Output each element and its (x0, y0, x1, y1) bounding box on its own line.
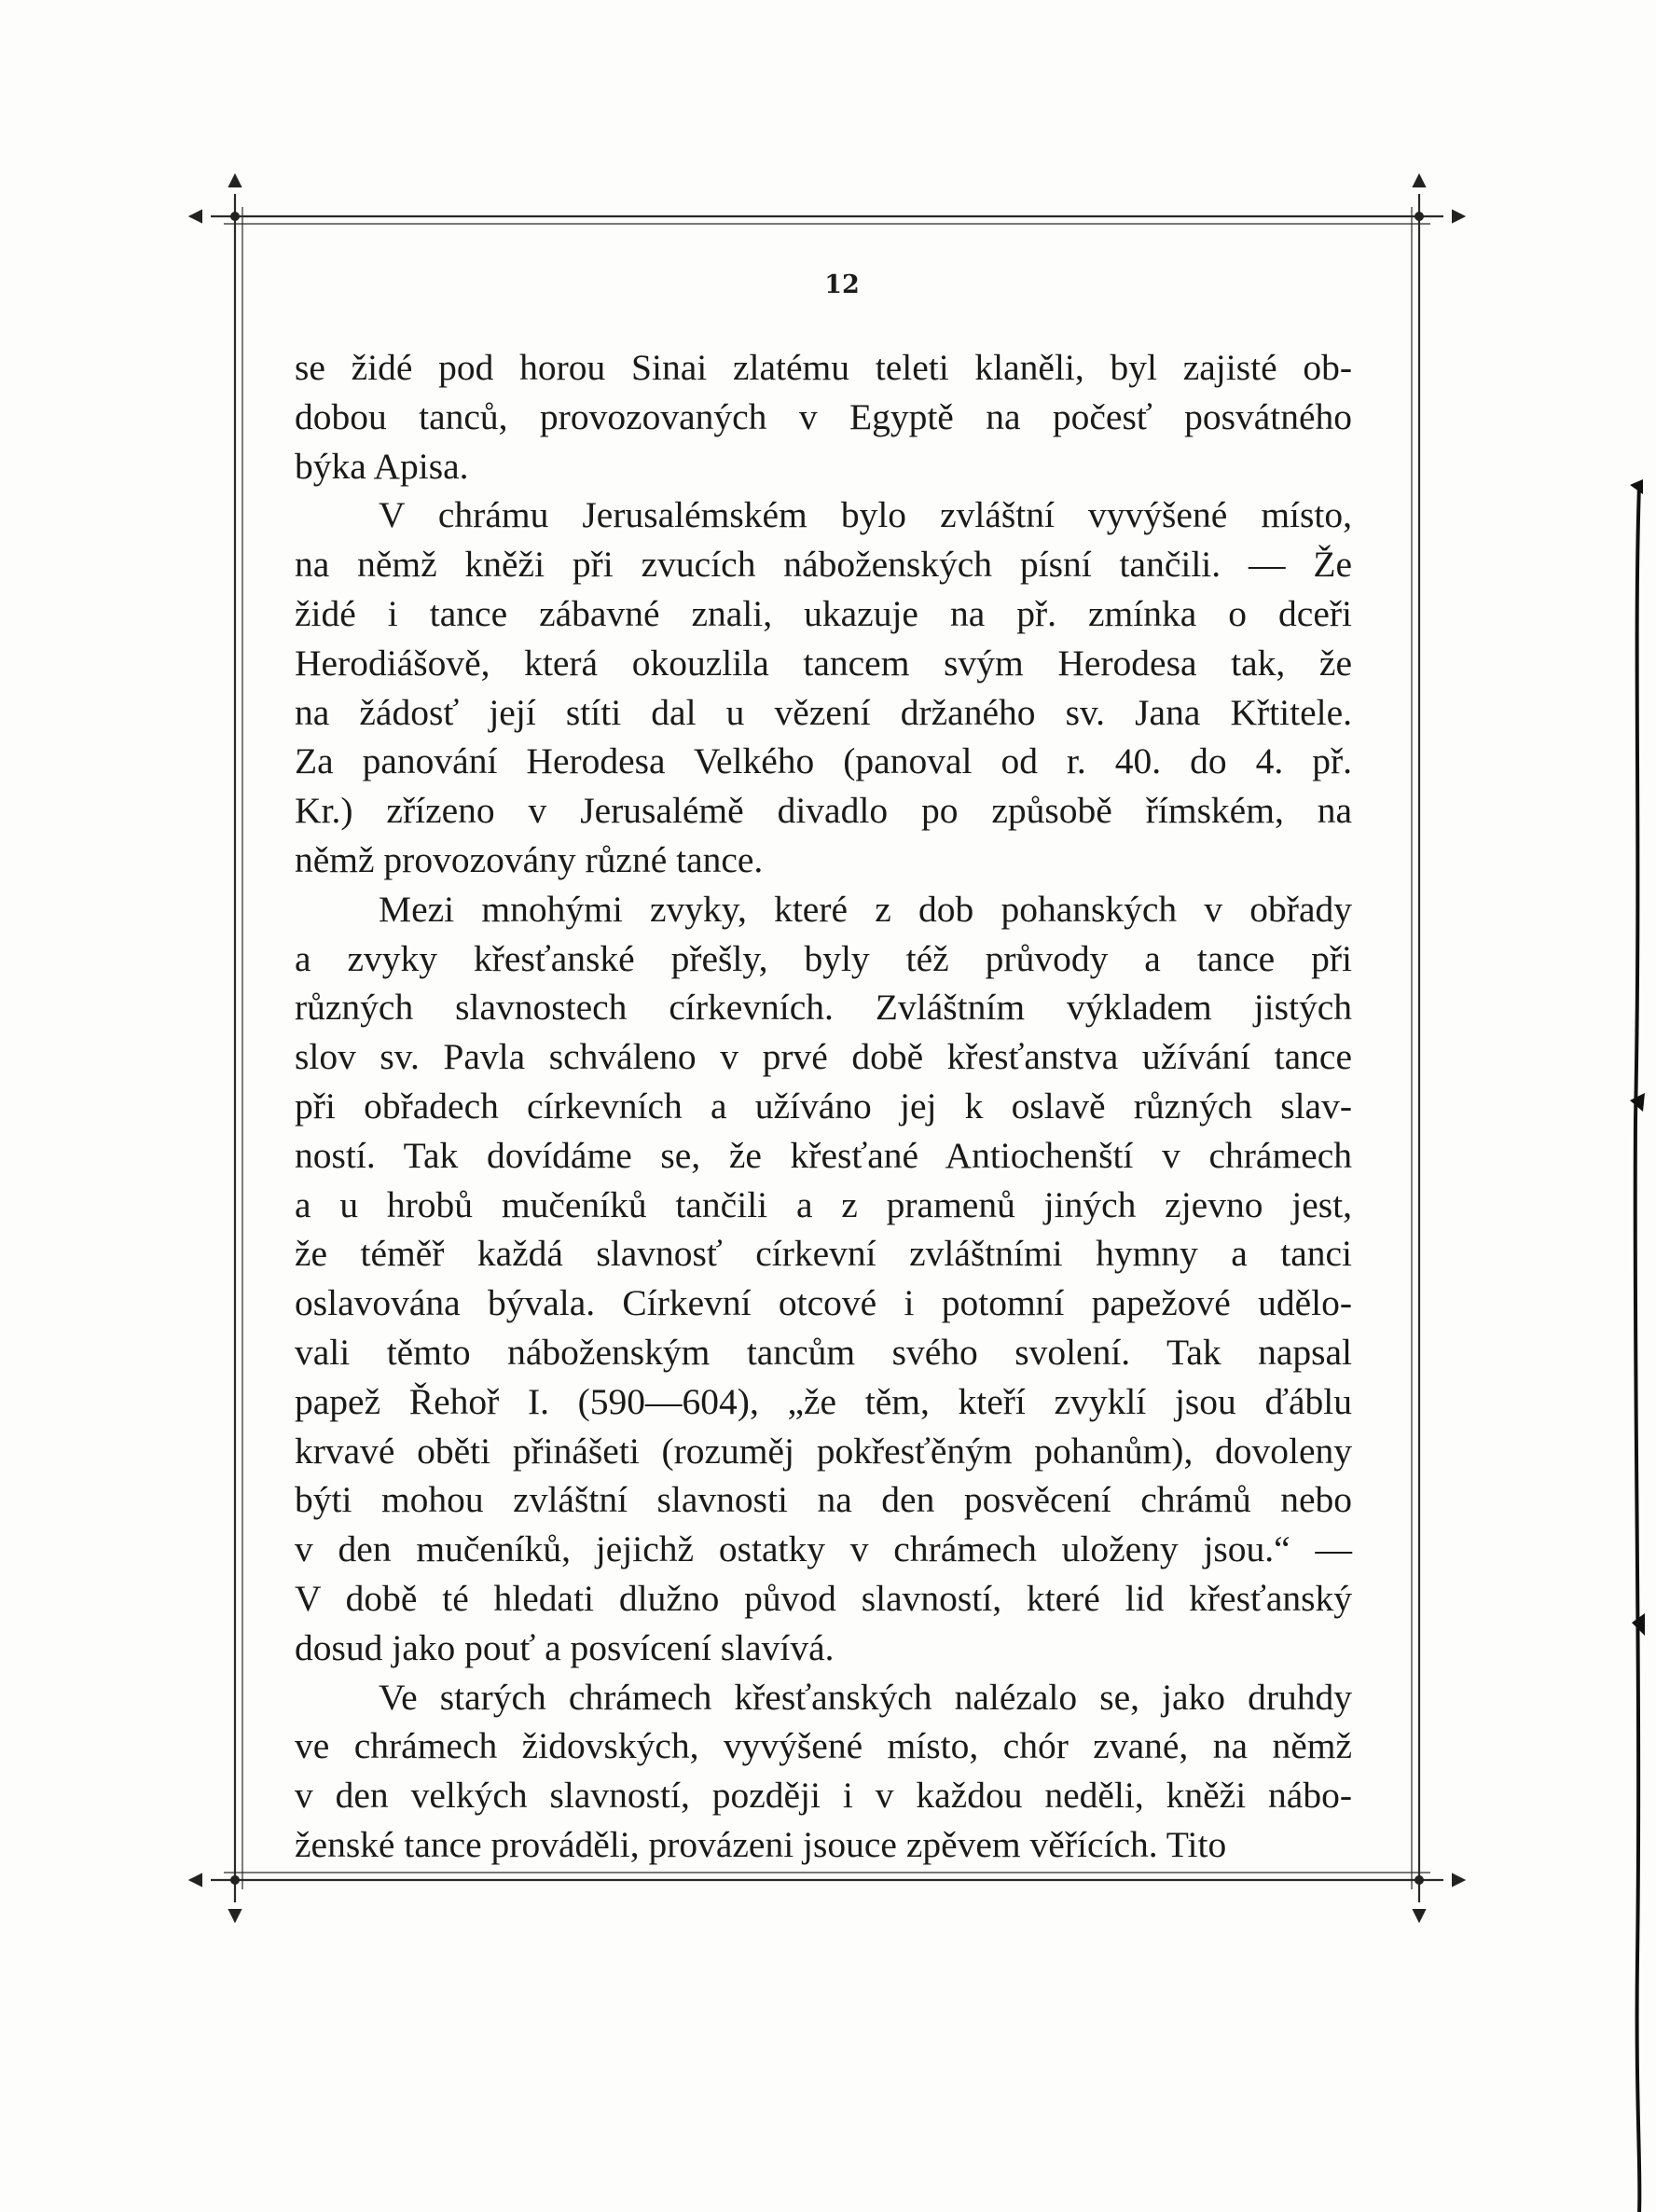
text-line: se židé pod horou Sinai zlatému teleti klaněli, byl zajisté ob- (295, 347, 1352, 388)
text-line: ností. Tak dovídáme se, že křesťané Antiochenští v chrámech (295, 1134, 1352, 1176)
text-line: krvavé oběti přinášeti (rozuměj pokřesťěným pohanům), dovoleny (295, 1430, 1352, 1472)
text-line: různých slavnostech církevních. Zvláštním výkladem jistých (295, 987, 1352, 1029)
text-line: na žádosť její stíti dal u vězení držaného sv. Jana Křtitele. (295, 691, 1352, 733)
text-line: v den velkých slavností, později i v každou neděli, kněži nábo- (295, 1775, 1352, 1817)
text-line: slov sv. Pavla schváleno v prvé době křesťanstva užívání tance (295, 1036, 1352, 1078)
text-line: V chrámu Jerusalémském bylo zvláštní vyvýšené místo, (379, 494, 1352, 536)
text-line: Ve starých chrámech křesťanských nalézalo se, jako druhdy (379, 1676, 1352, 1718)
text-line: dosud jako pouť a posvícení slavívá. (295, 1626, 835, 1668)
text-line: býka Apisa. (295, 445, 469, 487)
text-line: v den mučeníků, jejichž ostatky v chrámech uloženy jsou.“ — (295, 1528, 1352, 1570)
text-line: a zvyky křesťanské přešly, byly též průvody a tance při (295, 937, 1352, 979)
text-line: papež Řehoř I. (590—604), „že těm, kteří zvyklí jsou ďáblu (295, 1380, 1352, 1422)
text-line: Mezi mnohými zvyky, které z dob pohanských v obřady (379, 888, 1352, 930)
text-line: Za panování Herodesa Velkého (panoval od r. 40. do 4. př. (295, 740, 1352, 782)
text-line: židé i tance zábavné znali, ukazuje na př. zmínka o dceři (295, 592, 1352, 634)
text-line: ve chrámech židovských, vyvýšené místo, chór zvané, na němž (295, 1725, 1352, 1767)
paragraph (295, 885, 1352, 1673)
text-line: V době té hledati dlužno původ slavností, které lid křesťanský (295, 1577, 1352, 1619)
text-line: při obřadech církevních a užíváno jej k oslavě různých slav- (295, 1085, 1352, 1127)
text-line: Kr.) zřízeno v Jerusalémě divadlo po způsobě římském, na (295, 790, 1352, 832)
text-line: na němž kněži při zvucích náboženských písní tančili. — Že (295, 544, 1352, 586)
paragraph (295, 343, 1352, 491)
page-number: 12 (824, 270, 860, 299)
text-line: a u hrobů mučeníků tančili a z pramenů jiných zjevno jest, (295, 1183, 1352, 1225)
text-line: vali těmto náboženským tancům svého svolení. Tak napsal (295, 1331, 1352, 1373)
paragraph (295, 491, 1352, 884)
paragraph (295, 1673, 1352, 1870)
text-line: němž provozovány různé tance. (295, 838, 764, 880)
text-line: Herodiášově, která okouzlila tancem svým Herodesa tak, že (295, 642, 1352, 684)
text-line: dobou tanců, provozovaných v Egyptě na počesť posvátného (295, 395, 1352, 437)
text-line: býti mohou zvláštní slavnosti na den posvěcení chrámů nebo (295, 1479, 1352, 1521)
body-text (295, 343, 1352, 1870)
text-line: oslavována bývala. Církevní otcové i potomní papežové udělo- (295, 1282, 1352, 1324)
text-line: ženské tance prováděli, provázeni jsouce zpěvem věřících. Tito (295, 1823, 1227, 1865)
text-line: že téměř každá slavnosť církevní zvláštními hymny a tanci (295, 1233, 1352, 1275)
